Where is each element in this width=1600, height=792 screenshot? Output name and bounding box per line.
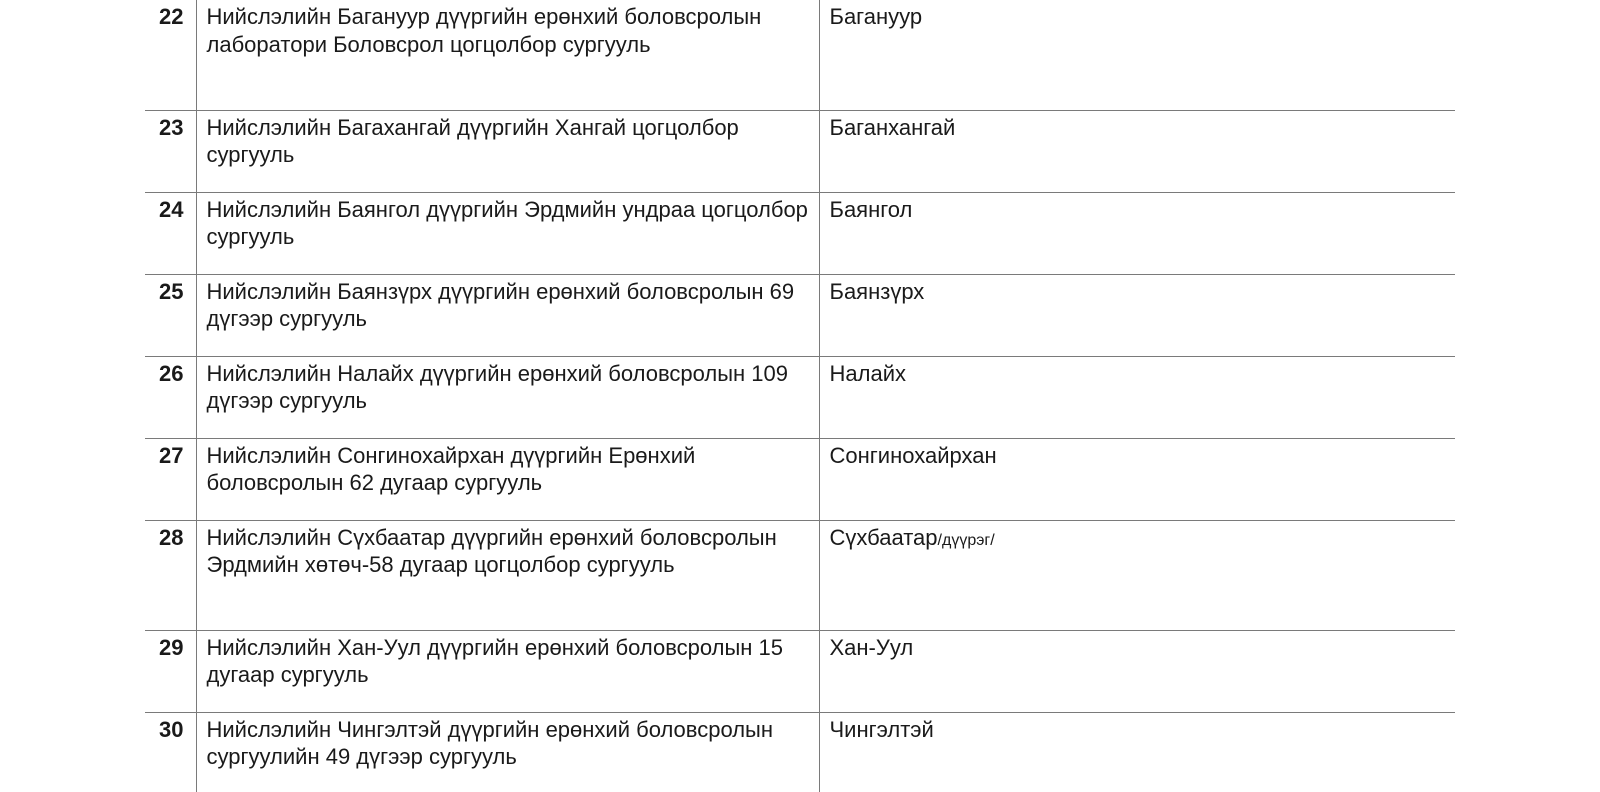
row-number: 27 xyxy=(145,438,196,520)
school-name: Нийслэлийн Баянзүрх дүүргийн ерөнхий боловсролын 69 дүгээр сургууль xyxy=(196,274,819,356)
table-row xyxy=(145,438,1455,520)
district-label: Баганхангай xyxy=(829,114,956,140)
table-row xyxy=(145,192,1455,274)
row-number: 26 xyxy=(145,356,196,438)
row-number: 29 xyxy=(145,630,196,712)
table-row xyxy=(145,356,1455,438)
row-number: 23 xyxy=(145,110,196,192)
district-label: Чингэлтэй xyxy=(829,716,934,742)
district-name xyxy=(819,712,1455,792)
table-row xyxy=(145,274,1455,356)
school-name: Нийслэлийн Налайх дүүргийн ерөнхий боловсролын 109 дүгээр сургууль xyxy=(196,356,819,438)
district-label: Сүхбаатар xyxy=(829,524,938,550)
school-name: Нийслэлийн Сүхбаатар дүүргийн ерөнхий боловсролын Эрдмийн хөтөч-58 дугаар цогцолбор сургууль xyxy=(196,520,819,630)
row-number: 30 xyxy=(145,712,196,792)
district-name xyxy=(819,0,1455,110)
district-name xyxy=(819,192,1455,274)
school-name: Нийслэлийн Чингэлтэй дүүргийн ерөнхий боловсролын сургуулийн 49 дүгээр сургууль xyxy=(196,712,819,792)
district-name xyxy=(819,630,1455,712)
district-name xyxy=(819,520,1455,630)
row-number: 22 xyxy=(145,0,196,110)
school-name: Нийслэлийн Баянгол дүүргийн Эрдмийн ундраа цогцолбор сургууль xyxy=(196,192,819,274)
table-row xyxy=(145,110,1455,192)
table-row xyxy=(145,630,1455,712)
school-name: Нийслэлийн Багахангай дүүргийн Хангай цогцолбор сургууль xyxy=(196,110,819,192)
school-name: Нийслэлийн Хан-Уул дүүргийн ерөнхий боловсролын 15 дугаар сургууль xyxy=(196,630,819,712)
district-name xyxy=(819,110,1455,192)
row-number: 24 xyxy=(145,192,196,274)
row-number: 25 xyxy=(145,274,196,356)
school-name: Нийслэлийн Сонгинохайрхан дүүргийн Ерөнхий боловсролын 62 дугаар сургууль xyxy=(196,438,819,520)
school-table xyxy=(145,0,1455,792)
district-label: Багануур xyxy=(829,4,923,29)
table-row xyxy=(145,520,1455,630)
district-label: Сонгинохайрхан xyxy=(829,442,997,468)
school-name: Нийслэлийн Багануур дүүргийн ерөнхий боловсролын лаборатори Боловсрол цогцолбор сургууль xyxy=(196,0,819,110)
district-label: Хан-Уул xyxy=(829,634,914,660)
district-suffix: /дүүрэг/ xyxy=(937,531,995,549)
district-name xyxy=(819,274,1455,356)
district-label: Налайх xyxy=(829,360,906,386)
district-name xyxy=(819,438,1455,520)
district-label: Баянзүрх xyxy=(829,278,925,304)
row-number: 28 xyxy=(145,520,196,630)
table-row xyxy=(145,712,1455,792)
district-label: Баянгол xyxy=(829,196,913,222)
district-name xyxy=(819,356,1455,438)
table-row xyxy=(145,0,1455,110)
